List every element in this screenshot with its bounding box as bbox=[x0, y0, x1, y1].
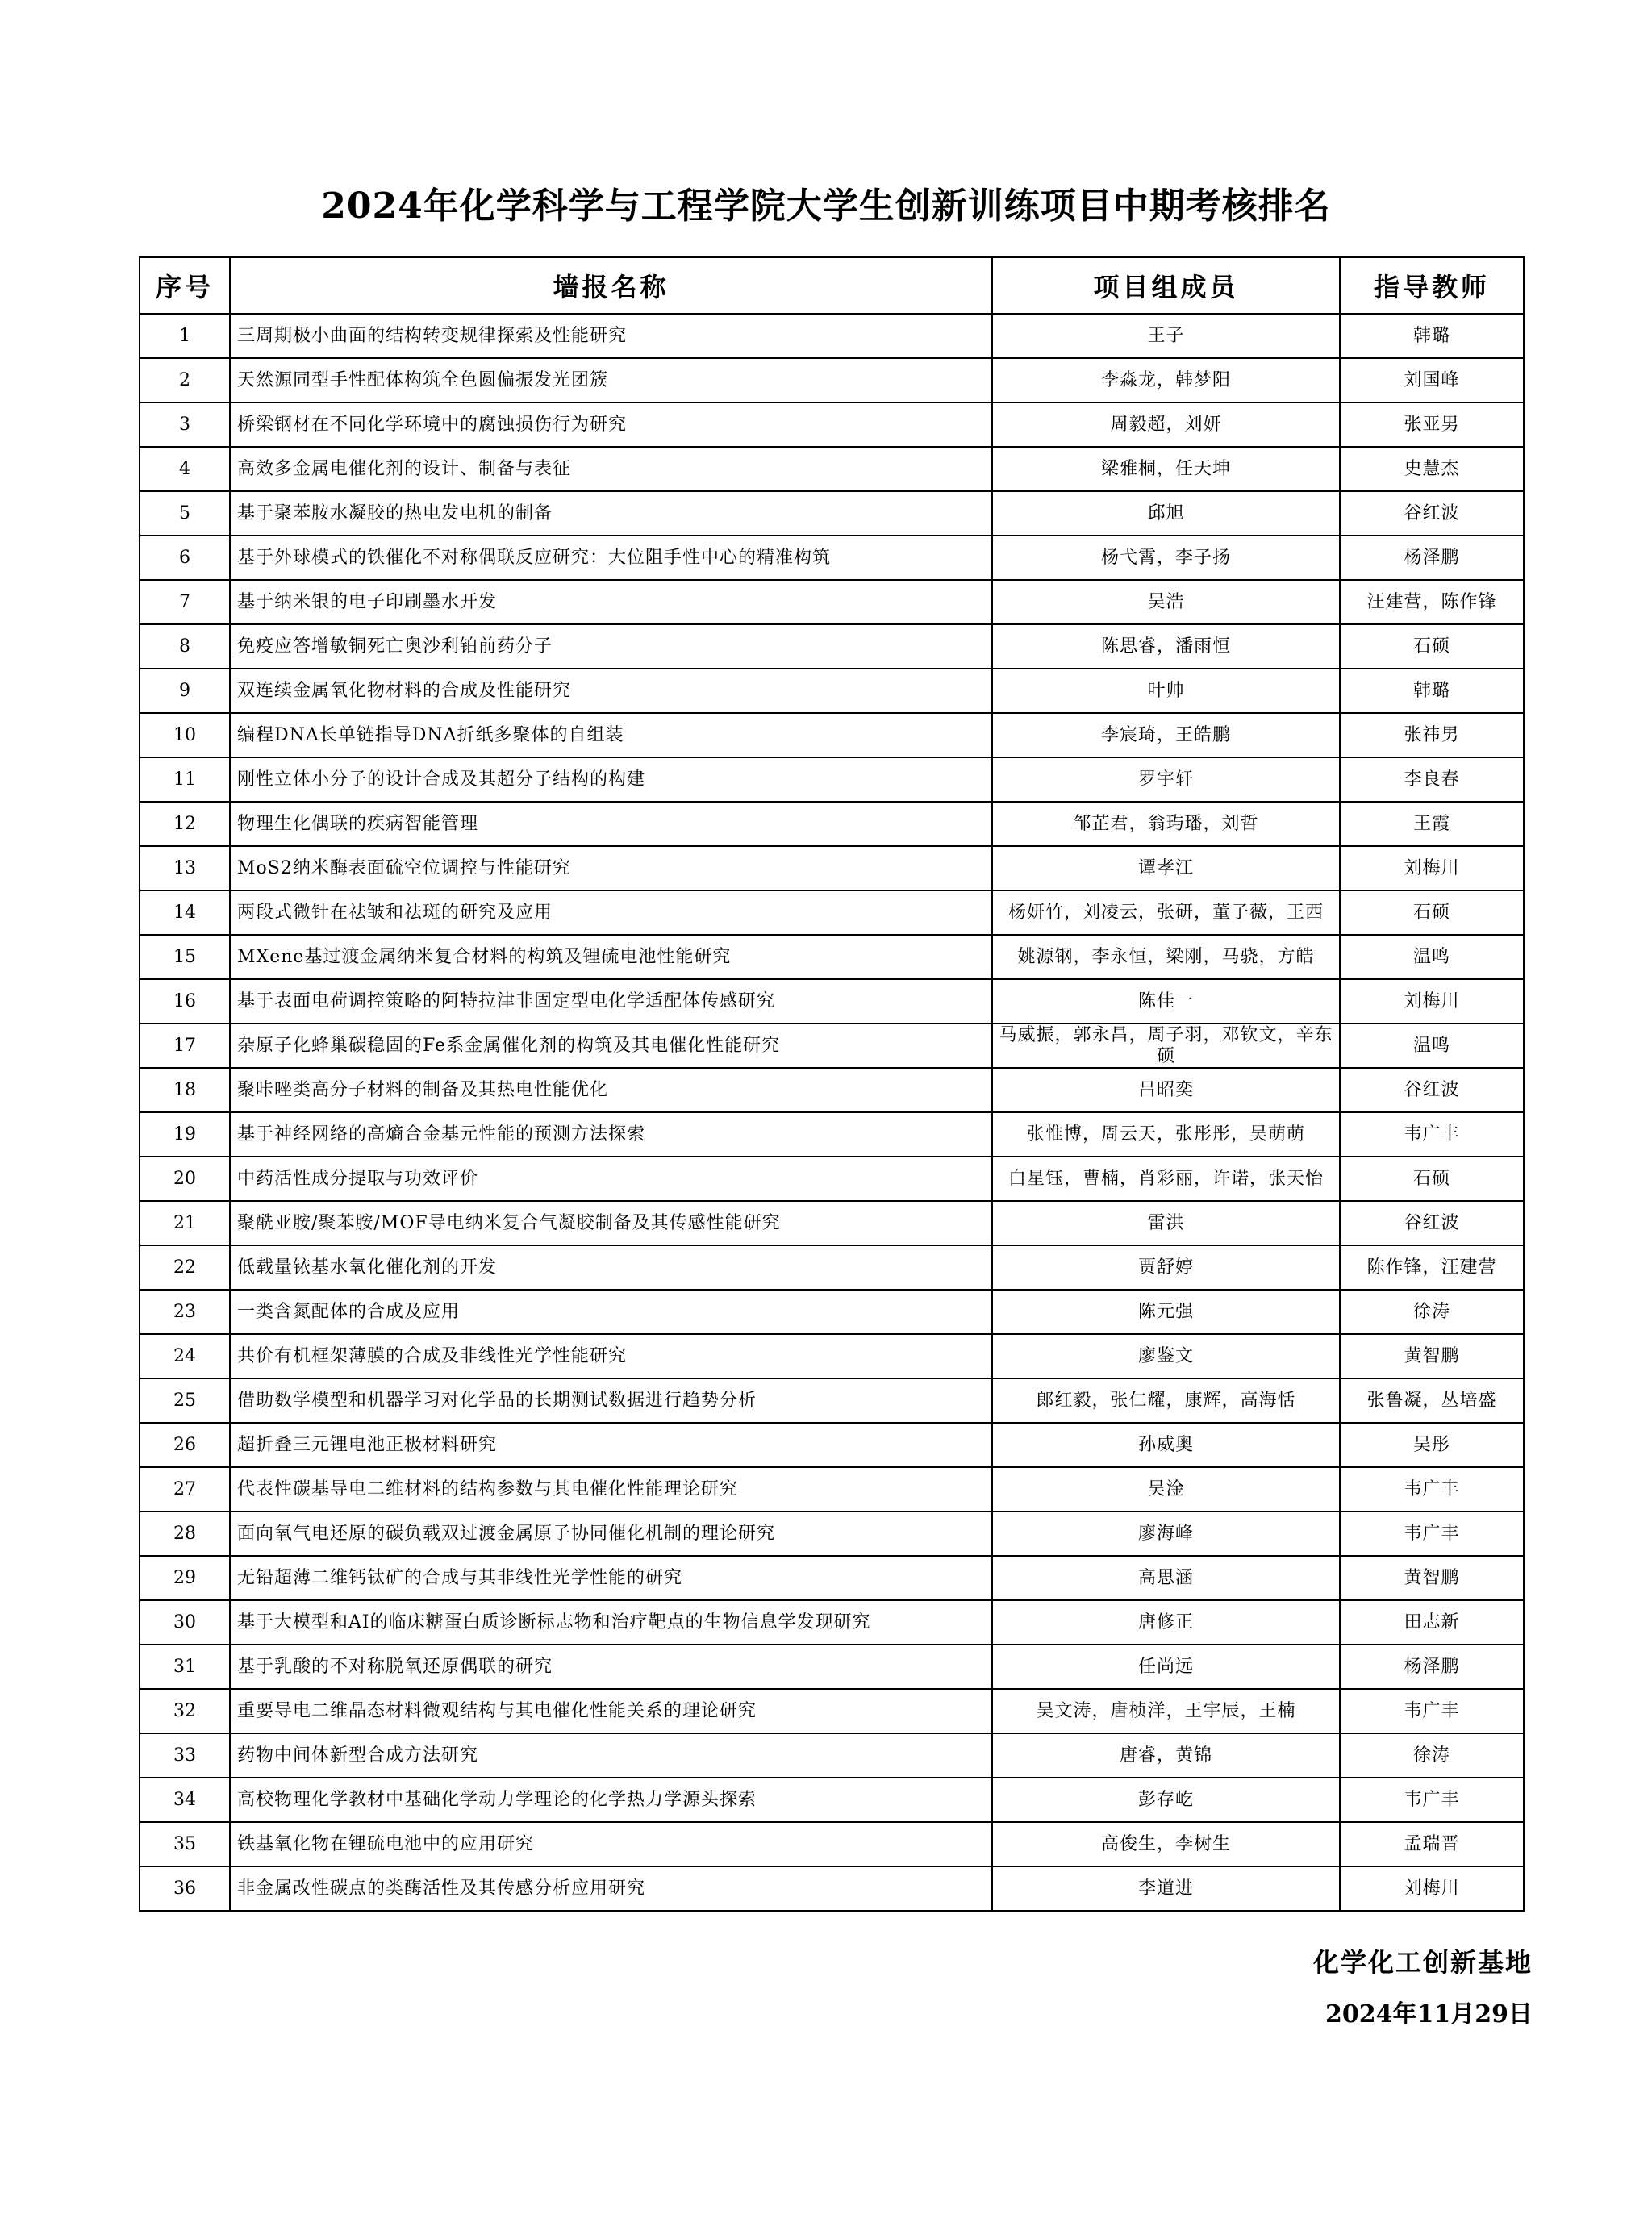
cell-poster-name: 基于大模型和AI的临床糖蛋白质诊断标志物和治疗靶点的生物信息学发现研究 bbox=[230, 1600, 992, 1645]
cell-no: 2 bbox=[140, 358, 230, 402]
footer-organization: 化学化工创新基地 bbox=[1312, 1947, 1533, 1978]
cell-poster-name: 基于神经网络的高熵合金基元性能的预测方法探索 bbox=[230, 1112, 992, 1157]
cell-no: 7 bbox=[140, 580, 230, 624]
cell-no: 12 bbox=[140, 802, 230, 846]
cell-no: 18 bbox=[140, 1068, 230, 1112]
cell-no: 34 bbox=[140, 1778, 230, 1822]
table-row bbox=[140, 1689, 1524, 1733]
cell-members: 高思涵 bbox=[992, 1556, 1340, 1600]
cell-poster-name: 基于纳米银的电子印刷墨水开发 bbox=[230, 580, 992, 624]
cell-no: 3 bbox=[140, 402, 230, 447]
cell-poster-name: 基于表面电荷调控策略的阿特拉津非固定型电化学适配体传感研究 bbox=[230, 979, 992, 1024]
cell-poster-name: 三周期极小曲面的结构转变规律探索及性能研究 bbox=[230, 314, 992, 358]
cell-advisor: 张鲁凝，丛培盛 bbox=[1340, 1378, 1524, 1423]
cell-advisor: 杨泽鹏 bbox=[1340, 1645, 1524, 1689]
table-row bbox=[140, 1068, 1524, 1112]
cell-no: 32 bbox=[140, 1689, 230, 1733]
table-row bbox=[140, 935, 1524, 979]
table-row bbox=[140, 1822, 1524, 1866]
cell-no: 4 bbox=[140, 447, 230, 491]
table-row bbox=[140, 1290, 1524, 1334]
cell-advisor: 温鸣 bbox=[1340, 1024, 1524, 1068]
cell-advisor: 刘梅川 bbox=[1340, 1866, 1524, 1911]
cell-advisor: 刘国峰 bbox=[1340, 358, 1524, 402]
cell-members: 任尚远 bbox=[992, 1645, 1340, 1689]
cell-poster-name: 超折叠三元锂电池正极材料研究 bbox=[230, 1423, 992, 1467]
cell-poster-name: MoS2纳米酶表面硫空位调控与性能研究 bbox=[230, 846, 992, 890]
cell-poster-name: 刚性立体小分子的设计合成及其超分子结构的构建 bbox=[230, 757, 992, 802]
cell-members: 杨妍竹，刘凌云，张研，董子薇，王西 bbox=[992, 890, 1340, 935]
cell-members: 周毅超，刘妍 bbox=[992, 402, 1340, 447]
cell-no: 17 bbox=[140, 1024, 230, 1068]
cell-no: 15 bbox=[140, 935, 230, 979]
table-row bbox=[140, 1334, 1524, 1378]
cell-advisor: 韩璐 bbox=[1340, 669, 1524, 713]
cell-poster-name: 重要导电二维晶态材料微观结构与其电催化性能关系的理论研究 bbox=[230, 1689, 992, 1733]
cell-poster-name: 桥梁钢材在不同化学环境中的腐蚀损伤行为研究 bbox=[230, 402, 992, 447]
cell-no: 21 bbox=[140, 1201, 230, 1245]
cell-members: 唐睿，黄锦 bbox=[992, 1733, 1340, 1778]
cell-no: 6 bbox=[140, 536, 230, 580]
cell-poster-name: MXene基过渡金属纳米复合材料的构筑及锂硫电池性能研究 bbox=[230, 935, 992, 979]
cell-members: 王子 bbox=[992, 314, 1340, 358]
cell-poster-name: 杂原子化蜂巢碳稳固的Fe系金属催化剂的构筑及其电催化性能研究 bbox=[230, 1024, 992, 1068]
cell-no: 10 bbox=[140, 713, 230, 757]
cell-no: 8 bbox=[140, 624, 230, 669]
table-row bbox=[140, 402, 1524, 447]
cell-advisor: 韩璐 bbox=[1340, 314, 1524, 358]
cell-poster-name: 双连续金属氧化物材料的合成及性能研究 bbox=[230, 669, 992, 713]
footer-date: 2024年11月29日 bbox=[1325, 2000, 1533, 2029]
table-row bbox=[140, 1423, 1524, 1467]
cell-members: 雷洪 bbox=[992, 1201, 1340, 1245]
cell-advisor: 徐涛 bbox=[1340, 1733, 1524, 1778]
cell-poster-name: 药物中间体新型合成方法研究 bbox=[230, 1733, 992, 1778]
header-advisor: 指导教师 bbox=[1340, 257, 1524, 314]
cell-no: 13 bbox=[140, 846, 230, 890]
cell-no: 30 bbox=[140, 1600, 230, 1645]
table-row bbox=[140, 1733, 1524, 1778]
cell-members: 邱旭 bbox=[992, 491, 1340, 536]
cell-members: 梁雅桐，任天坤 bbox=[992, 447, 1340, 491]
table-row bbox=[140, 1645, 1524, 1689]
cell-no: 25 bbox=[140, 1378, 230, 1423]
cell-poster-name: 借助数学模型和机器学习对化学品的长期测试数据进行趋势分析 bbox=[230, 1378, 992, 1423]
cell-members: 谭孝江 bbox=[992, 846, 1340, 890]
cell-advisor: 韦广丰 bbox=[1340, 1689, 1524, 1733]
cell-advisor: 徐涛 bbox=[1340, 1290, 1524, 1334]
cell-advisor: 陈作锋，汪建营 bbox=[1340, 1245, 1524, 1290]
cell-members: 吴文涛，唐桢洋，王宇辰，王楠 bbox=[992, 1689, 1340, 1733]
cell-advisor: 刘梅川 bbox=[1340, 979, 1524, 1024]
table-row bbox=[140, 802, 1524, 846]
cell-advisor: 温鸣 bbox=[1340, 935, 1524, 979]
cell-members: 叶帅 bbox=[992, 669, 1340, 713]
table-row bbox=[140, 979, 1524, 1024]
cell-poster-name: 基于外球模式的铁催化不对称偶联反应研究：大位阻手性中心的精准构筑 bbox=[230, 536, 992, 580]
table-row bbox=[140, 1024, 1524, 1068]
header-no: 序号 bbox=[140, 257, 230, 314]
cell-no: 1 bbox=[140, 314, 230, 358]
cell-advisor: 张祎男 bbox=[1340, 713, 1524, 757]
table-row bbox=[140, 358, 1524, 402]
cell-poster-name: 编程DNA长单链指导DNA折纸多聚体的自组装 bbox=[230, 713, 992, 757]
table-row bbox=[140, 757, 1524, 802]
cell-poster-name: 非金属改性碳点的类酶活性及其传感分析应用研究 bbox=[230, 1866, 992, 1911]
cell-members: 吴浩 bbox=[992, 580, 1340, 624]
cell-no: 33 bbox=[140, 1733, 230, 1778]
cell-poster-name: 中药活性成分提取与功效评价 bbox=[230, 1157, 992, 1201]
cell-poster-name: 面向氧气电还原的碳负载双过渡金属原子协同催化机制的理论研究 bbox=[230, 1512, 992, 1556]
table-row bbox=[140, 580, 1524, 624]
cell-advisor: 田志新 bbox=[1340, 1600, 1524, 1645]
cell-advisor: 黄智鹏 bbox=[1340, 1556, 1524, 1600]
cell-members: 陈佳一 bbox=[992, 979, 1340, 1024]
cell-advisor: 张亚男 bbox=[1340, 402, 1524, 447]
cell-poster-name: 两段式微针在祛皱和祛斑的研究及应用 bbox=[230, 890, 992, 935]
table-row bbox=[140, 1556, 1524, 1600]
cell-advisor: 汪建营，陈作锋 bbox=[1340, 580, 1524, 624]
cell-advisor: 石硕 bbox=[1340, 1157, 1524, 1201]
cell-members: 杨弋霄，李子扬 bbox=[992, 536, 1340, 580]
table-row bbox=[140, 1378, 1524, 1423]
page-title: 2024年化学科学与工程学院大学生创新训练项目中期考核排名 bbox=[321, 186, 1331, 227]
cell-poster-name: 高校物理化学教材中基础化学动力学理论的化学热力学源头探索 bbox=[230, 1778, 992, 1822]
cell-members: 马威振，郭永昌，周子羽，邓钦文，辛东硕 bbox=[992, 1024, 1340, 1068]
cell-no: 29 bbox=[140, 1556, 230, 1600]
table-row bbox=[140, 624, 1524, 669]
cell-poster-name: 免疫应答增敏铜死亡奥沙利铂前药分子 bbox=[230, 624, 992, 669]
cell-no: 27 bbox=[140, 1467, 230, 1512]
cell-poster-name: 基于聚苯胺水凝胶的热电发电机的制备 bbox=[230, 491, 992, 536]
table-row bbox=[140, 890, 1524, 935]
cell-members: 张惟博，周云天，张彤彤，吴萌萌 bbox=[992, 1112, 1340, 1157]
cell-poster-name: 高效多金属电催化剂的设计、制备与表征 bbox=[230, 447, 992, 491]
cell-advisor: 李良春 bbox=[1340, 757, 1524, 802]
table-row bbox=[140, 1467, 1524, 1512]
cell-no: 22 bbox=[140, 1245, 230, 1290]
cell-members: 吕昭奕 bbox=[992, 1068, 1340, 1112]
cell-advisor: 韦广丰 bbox=[1340, 1467, 1524, 1512]
cell-advisor: 王霞 bbox=[1340, 802, 1524, 846]
cell-poster-name: 无铅超薄二维钙钛矿的合成与其非线性光学性能的研究 bbox=[230, 1556, 992, 1600]
cell-members: 李淼龙，韩梦阳 bbox=[992, 358, 1340, 402]
cell-advisor: 史慧杰 bbox=[1340, 447, 1524, 491]
cell-members: 彭存屹 bbox=[992, 1778, 1340, 1822]
table-row bbox=[140, 1866, 1524, 1911]
cell-advisor: 石硕 bbox=[1340, 890, 1524, 935]
cell-no: 16 bbox=[140, 979, 230, 1024]
table-row bbox=[140, 536, 1524, 580]
table-row bbox=[140, 1157, 1524, 1201]
cell-no: 11 bbox=[140, 757, 230, 802]
header-members: 项目组成员 bbox=[992, 257, 1340, 314]
cell-no: 31 bbox=[140, 1645, 230, 1689]
header-row bbox=[140, 257, 1524, 314]
cell-members: 吴淦 bbox=[992, 1467, 1340, 1512]
table-row bbox=[140, 447, 1524, 491]
table-row bbox=[140, 1201, 1524, 1245]
cell-no: 5 bbox=[140, 491, 230, 536]
ranking-table bbox=[139, 256, 1525, 1912]
cell-no: 35 bbox=[140, 1822, 230, 1866]
cell-advisor: 谷红波 bbox=[1340, 491, 1524, 536]
cell-advisor: 吴彤 bbox=[1340, 1423, 1524, 1467]
table-row bbox=[140, 1600, 1524, 1645]
cell-no: 28 bbox=[140, 1512, 230, 1556]
cell-members: 郎红毅，张仁耀，康辉，高海恬 bbox=[992, 1378, 1340, 1423]
cell-poster-name: 天然源同型手性配体构筑全色圆偏振发光团簇 bbox=[230, 358, 992, 402]
cell-no: 36 bbox=[140, 1866, 230, 1911]
cell-advisor: 石硕 bbox=[1340, 624, 1524, 669]
cell-members: 贾舒婷 bbox=[992, 1245, 1340, 1290]
cell-advisor: 谷红波 bbox=[1340, 1201, 1524, 1245]
cell-poster-name: 基于乳酸的不对称脱氧还原偶联的研究 bbox=[230, 1645, 992, 1689]
table-row bbox=[140, 846, 1524, 890]
cell-members: 邹芷君，翁玙璠，刘哲 bbox=[992, 802, 1340, 846]
cell-poster-name: 物理生化偶联的疾病智能管理 bbox=[230, 802, 992, 846]
cell-advisor: 韦广丰 bbox=[1340, 1512, 1524, 1556]
cell-no: 26 bbox=[140, 1423, 230, 1467]
table-row bbox=[140, 1778, 1524, 1822]
table-row bbox=[140, 1112, 1524, 1157]
cell-members: 姚源钢，李永恒，梁刚，马骁，方皓 bbox=[992, 935, 1340, 979]
cell-poster-name: 铁基氧化物在锂硫电池中的应用研究 bbox=[230, 1822, 992, 1866]
table-row bbox=[140, 669, 1524, 713]
cell-advisor: 韦广丰 bbox=[1340, 1778, 1524, 1822]
cell-advisor: 谷红波 bbox=[1340, 1068, 1524, 1112]
cell-no: 23 bbox=[140, 1290, 230, 1334]
cell-members: 李道进 bbox=[992, 1866, 1340, 1911]
cell-members: 陈元强 bbox=[992, 1290, 1340, 1334]
table-row bbox=[140, 1245, 1524, 1290]
cell-advisor: 韦广丰 bbox=[1340, 1112, 1524, 1157]
cell-no: 9 bbox=[140, 669, 230, 713]
cell-no: 20 bbox=[140, 1157, 230, 1201]
cell-advisor: 刘梅川 bbox=[1340, 846, 1524, 890]
cell-members: 李宸琦，王皓鹏 bbox=[992, 713, 1340, 757]
cell-members: 廖海峰 bbox=[992, 1512, 1340, 1556]
cell-no: 24 bbox=[140, 1334, 230, 1378]
cell-members: 白星钰，曹楠，肖彩丽，许诺，张天怡 bbox=[992, 1157, 1340, 1201]
table-row bbox=[140, 491, 1524, 536]
cell-no: 19 bbox=[140, 1112, 230, 1157]
cell-poster-name: 聚酰亚胺/聚苯胺/MOF导电纳米复合气凝胶制备及其传感性能研究 bbox=[230, 1201, 992, 1245]
table-row bbox=[140, 713, 1524, 757]
cell-no: 14 bbox=[140, 890, 230, 935]
table-row bbox=[140, 314, 1524, 358]
table-row bbox=[140, 1512, 1524, 1556]
cell-poster-name: 代表性碳基导电二维材料的结构参数与其电催化性能理论研究 bbox=[230, 1467, 992, 1512]
cell-poster-name: 聚咔唑类高分子材料的制备及其热电性能优化 bbox=[230, 1068, 992, 1112]
cell-members: 罗宇轩 bbox=[992, 757, 1340, 802]
cell-advisor: 黄智鹏 bbox=[1340, 1334, 1524, 1378]
cell-poster-name: 低载量铱基水氧化催化剂的开发 bbox=[230, 1245, 992, 1290]
cell-poster-name: 一类含氮配体的合成及应用 bbox=[230, 1290, 992, 1334]
cell-members: 唐修正 bbox=[992, 1600, 1340, 1645]
cell-members: 陈思睿，潘雨恒 bbox=[992, 624, 1340, 669]
cell-advisor: 孟瑞晋 bbox=[1340, 1822, 1524, 1866]
cell-members: 高俊生，李树生 bbox=[992, 1822, 1340, 1866]
cell-advisor: 杨泽鹏 bbox=[1340, 536, 1524, 580]
cell-members: 廖鉴文 bbox=[992, 1334, 1340, 1378]
header-poster-name: 墙报名称 bbox=[230, 257, 992, 314]
cell-members: 孙威奥 bbox=[992, 1423, 1340, 1467]
cell-poster-name: 共价有机框架薄膜的合成及非线性光学性能研究 bbox=[230, 1334, 992, 1378]
